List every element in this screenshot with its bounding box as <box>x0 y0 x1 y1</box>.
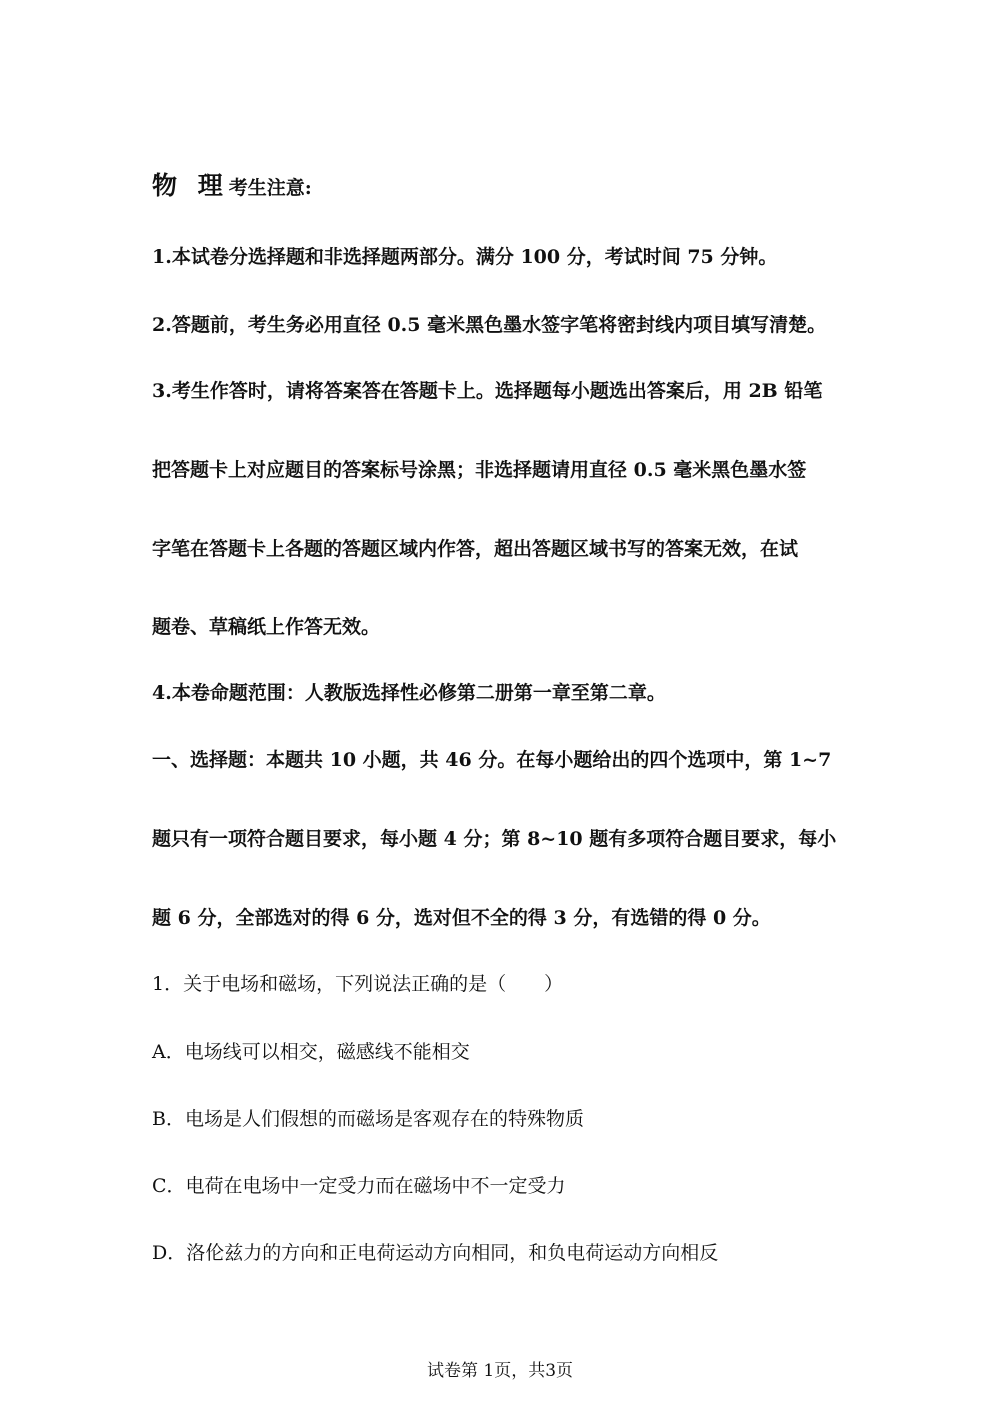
page-header <box>152 170 312 204</box>
subject-title: 物 理 <box>152 171 229 200</box>
notice-line-7: 4.本卷命题范围：人教版选择性必修第二册第一章至第二章。 <box>152 682 666 704</box>
section-one-line-1: 一、选择题：本题共 10 小题，共 46 分。在每小题给出的四个选项中，第 1~7 <box>152 749 832 771</box>
question-1-option-b: B．电场是人们假想的而磁场是客观存在的特殊物质 <box>152 1108 584 1130</box>
question-1-option-a: A．电场线可以相交，磁感线不能相交 <box>152 1041 470 1063</box>
notice-line-5: 字笔在答题卡上各题的答题区域内作答，超出答题区域书写的答案无效，在试 <box>152 538 799 560</box>
section-one-line-2: 题只有一项符合题目要求，每小题 4 分；第 8~10 题有多项符合题目要求，每小 <box>152 828 837 850</box>
notice-title: 考生注意: <box>228 177 312 199</box>
notice-line-3: 3.考生作答时，请将答案答在答题卡上。选择题每小题选出答案后，用 2B 铅笔 <box>152 380 823 402</box>
question-1-stem: 1．关于电场和磁场，下列说法正确的是（ ） <box>152 973 564 995</box>
question-1-option-d: D．洛伦兹力的方向和正电荷运动方向相同，和负电荷运动方向相反 <box>152 1242 719 1264</box>
notice-line-1: 1.本试卷分选择题和非选择题两部分。满分 100 分，考试时间 75 分钟。 <box>152 246 778 268</box>
notice-line-6: 题卷、草稿纸上作答无效。 <box>152 616 381 638</box>
page-footer: 试卷第 1页，共3页 <box>426 1361 574 1381</box>
section-one-line-3: 题 6 分，全部选对的得 6 分，选对但不全的得 3 分，有选错的得 0 分。 <box>152 907 771 929</box>
question-1-option-c: C．电荷在电场中一定受力而在磁场中不一定受力 <box>152 1175 566 1197</box>
notice-line-2: 2.答题前，考生务必用直径 0.5 毫米黑色墨水签字笔将密封线内项目填写清楚。 <box>152 314 827 336</box>
notice-line-4: 把答题卡上对应题目的答案标号涂黑；非选择题请用直径 0.5 毫米黑色墨水签 <box>152 459 807 481</box>
